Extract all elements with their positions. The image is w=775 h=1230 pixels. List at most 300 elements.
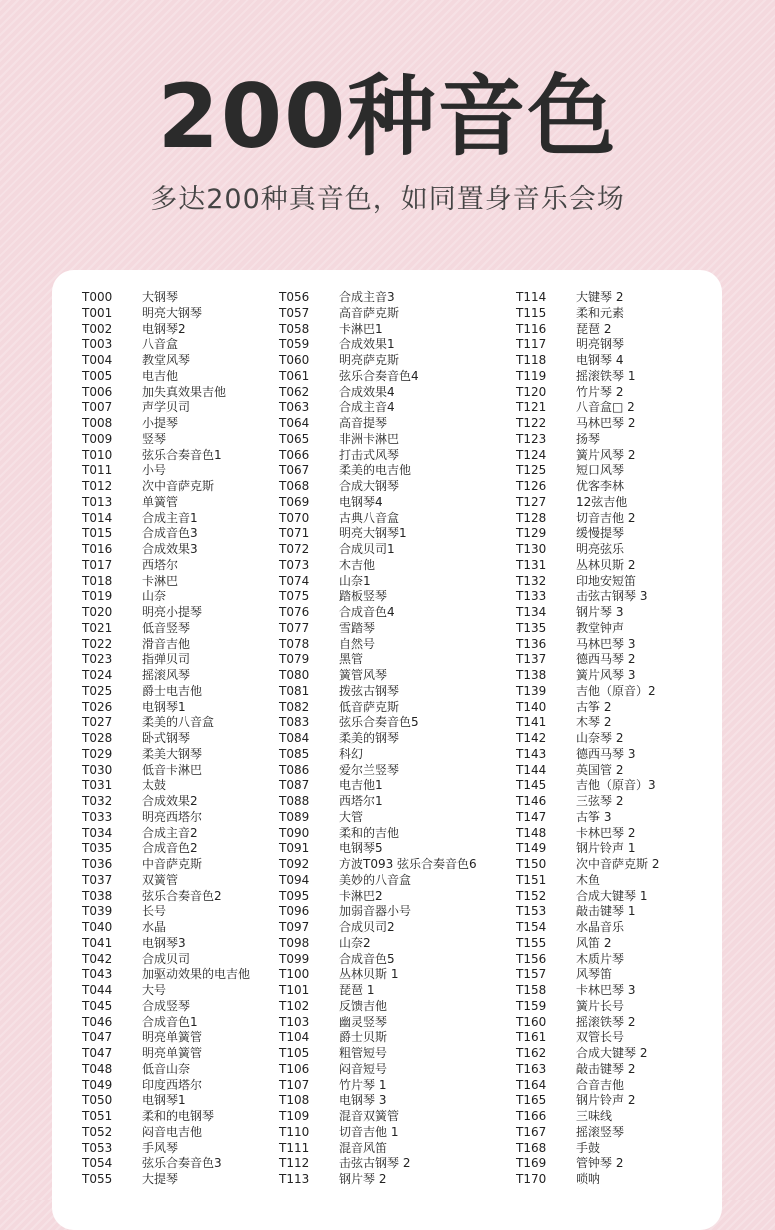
voice-name: 簧片风琴 3: [576, 668, 636, 682]
voice-name: 合成音色3: [142, 526, 198, 541]
voice-name: 丛林贝斯 2: [576, 557, 636, 572]
list-item: [82, 873, 250, 889]
voice-code: T074: [279, 573, 310, 588]
voice-name: 合成效果2: [142, 794, 198, 808]
list-item: [279, 857, 477, 873]
voice-code: T123: [516, 431, 547, 446]
list-item: [516, 763, 659, 779]
list-item: [516, 967, 659, 983]
list-item: [279, 920, 477, 936]
voice-name: 电吉他1: [339, 778, 383, 793]
voice-code: T145: [516, 778, 547, 793]
voice-name: 次中音萨克斯: [142, 479, 215, 493]
voice-code: T096: [279, 904, 310, 919]
list-item: [279, 1062, 477, 1078]
voice-name: 吉他（原音）2: [576, 683, 656, 698]
voice-name: 击弦古钢琴 2: [339, 1156, 411, 1171]
list-item: [516, 621, 659, 637]
voice-code: T044: [82, 983, 113, 997]
voice-code: T146: [516, 794, 547, 808]
voice-code: T129: [516, 526, 547, 541]
voice-code: T127: [516, 494, 547, 509]
list-item: [82, 794, 250, 810]
voice-name: 非洲卡淋巴: [339, 431, 400, 446]
voice-name: 卡林巴琴 3: [576, 983, 636, 997]
list-item: [516, 605, 659, 621]
voice-name: 柔和的电钢琴: [142, 1109, 215, 1123]
voice-name: 双簧管: [142, 872, 179, 887]
list-item: [516, 668, 659, 684]
voice-name: 科幻: [339, 746, 364, 761]
voice-code: T107: [279, 1077, 310, 1092]
voice-name: 合成音色5: [339, 951, 395, 966]
voice-code: T087: [279, 778, 310, 793]
voice-name: 德西马琴 2: [576, 652, 636, 667]
list-item: [82, 1156, 250, 1172]
voice-name: 合成主音1: [142, 510, 198, 525]
voice-name: 电钢琴1: [142, 1093, 186, 1108]
voice-name: 摇滚竖琴: [576, 1124, 625, 1139]
list-item: [279, 1125, 477, 1141]
voice-code: T058: [279, 321, 310, 336]
list-item: [279, 1156, 477, 1172]
list-item: [82, 700, 250, 716]
list-item: [516, 1156, 659, 1172]
voice-name: 木吉他: [339, 557, 376, 572]
voice-code: T092: [279, 857, 310, 871]
voice-code: T140: [516, 699, 547, 714]
voice-code: T126: [516, 479, 547, 493]
voice-code: T056: [279, 290, 310, 304]
list-item: [82, 290, 250, 306]
list-item: [82, 857, 250, 873]
voice-name: 加驱动效果的电吉他: [142, 967, 251, 982]
list-item: [279, 967, 477, 983]
voice-code: T161: [516, 1030, 547, 1045]
list-item: [279, 542, 477, 558]
voice-name: 风琴笛: [576, 967, 613, 982]
list-item: [82, 715, 250, 731]
voice-code: T154: [516, 920, 547, 934]
voice-code: T034: [82, 825, 113, 840]
list-item: [82, 999, 250, 1015]
list-item: [279, 952, 477, 968]
voice-code: T059: [279, 337, 310, 352]
voice-code: T098: [279, 935, 310, 950]
voice-code: T005: [82, 368, 113, 383]
list-item: [82, 1125, 250, 1141]
voice-code: T004: [82, 353, 113, 367]
list-item: [82, 526, 250, 542]
list-item: [82, 322, 250, 338]
voice-code: T122: [516, 416, 547, 430]
list-item: [82, 511, 250, 527]
voice-name: 丛林贝斯 1: [339, 967, 399, 982]
list-item: [82, 353, 250, 369]
voice-code: T014: [82, 510, 113, 525]
list-item: [516, 479, 659, 495]
list-item: [82, 542, 250, 558]
list-item: [279, 810, 477, 826]
voice-code: T027: [82, 715, 113, 730]
voice-code: T079: [279, 652, 310, 667]
voice-code: T070: [279, 510, 310, 525]
voice-code: T065: [279, 431, 310, 446]
voice-code: T036: [82, 857, 113, 871]
voice-code: T010: [82, 447, 113, 462]
list-item: [82, 1093, 250, 1109]
voice-code: T165: [516, 1093, 547, 1108]
voice-name: 幽灵竖琴: [339, 1014, 388, 1029]
voice-name: 钢片铃声 2: [576, 1093, 636, 1108]
voice-name: 中音萨克斯: [142, 857, 203, 871]
list-item: [516, 306, 659, 322]
voice-name: 次中音萨克斯 2: [576, 857, 660, 871]
voice-code: T110: [279, 1124, 310, 1139]
list-item: [279, 1015, 477, 1031]
list-item: [279, 1109, 477, 1125]
list-item: [82, 936, 250, 952]
voice-name: 木琴 2: [576, 715, 612, 730]
voice-name: 大号: [142, 983, 167, 997]
voice-code: T101: [279, 983, 310, 997]
list-item: [516, 526, 659, 542]
list-item: [279, 621, 477, 637]
voice-code: T081: [279, 683, 310, 698]
list-item: [82, 1015, 250, 1031]
list-item: [516, 1078, 659, 1094]
voice-code: T053: [82, 1140, 113, 1155]
voice-name: 明亮单簧管: [142, 1046, 203, 1060]
voice-name: 混音双簧管: [339, 1109, 400, 1123]
voice-name: 自然号: [339, 636, 376, 651]
voice-name: 木鱼: [576, 872, 601, 887]
list-item: [516, 1015, 659, 1031]
voice-column-1: [82, 290, 250, 1188]
list-item: [82, 731, 250, 747]
voice-name: 加失真效果吉他: [142, 384, 227, 399]
list-item: [516, 936, 659, 952]
voice-code: T115: [516, 305, 547, 320]
voice-name: 摇滚风琴: [142, 668, 191, 682]
voice-name: 混音风笛: [339, 1140, 388, 1155]
voice-name: 簧片长号: [576, 998, 625, 1013]
voice-name: 水晶: [142, 920, 167, 934]
list-item: [516, 416, 659, 432]
voice-name: 明亮钢琴: [576, 337, 625, 352]
voice-code: T033: [82, 809, 113, 824]
voice-name: 琵琶 1: [339, 983, 375, 997]
list-item: [82, 1078, 250, 1094]
list-item: [279, 1172, 477, 1188]
voice-name: 大管: [339, 809, 364, 824]
voice-code: T131: [516, 557, 547, 572]
voice-name: 小提琴: [142, 416, 179, 430]
voice-name: 摇滚铁琴 2: [576, 1014, 636, 1029]
list-item: [279, 700, 477, 716]
list-item: [516, 810, 659, 826]
voice-code: T002: [82, 321, 113, 336]
voice-name: 反馈吉他: [339, 998, 388, 1013]
voice-name: 柔美的钢琴: [339, 731, 400, 745]
voice-code: T132: [516, 573, 547, 588]
list-item: [516, 369, 659, 385]
voice-code: T080: [279, 668, 310, 682]
voice-name: 合成贝司2: [339, 920, 395, 934]
list-item: [516, 826, 659, 842]
voice-name: 古典八音盒: [339, 510, 400, 525]
list-item: [279, 463, 477, 479]
voice-code: T170: [516, 1172, 547, 1186]
list-item: [279, 1030, 477, 1046]
list-item: [516, 889, 659, 905]
voice-code: T054: [82, 1156, 113, 1171]
voice-name: 西塔尔: [142, 557, 179, 572]
list-item: [82, 952, 250, 968]
voice-code: T091: [279, 841, 310, 856]
voice-name: 打击式风琴: [339, 447, 400, 462]
voice-name: 扬琴: [576, 431, 601, 446]
voice-code: T016: [82, 542, 113, 556]
voice-code: T137: [516, 652, 547, 667]
voice-code: T141: [516, 715, 547, 730]
list-item: [516, 463, 659, 479]
list-item: [82, 306, 250, 322]
voice-name: 卡淋巴1: [339, 321, 383, 336]
voice-name: 唢呐: [576, 1172, 601, 1186]
voice-code: T147: [516, 809, 547, 824]
list-item: [82, 385, 250, 401]
voice-name: 美妙的八音盒: [339, 872, 412, 887]
voice-code: T001: [82, 305, 113, 320]
list-item: [82, 1062, 250, 1078]
voice-name: 山奈1: [339, 573, 371, 588]
voice-code: T062: [279, 384, 310, 399]
voice-name: 合成大键琴 2: [576, 1046, 648, 1060]
voice-name: 明亮弦乐: [576, 542, 625, 556]
list-item: [516, 290, 659, 306]
list-item: [516, 322, 659, 338]
voice-code: T078: [279, 636, 310, 651]
list-item: [279, 306, 477, 322]
voice-code: T104: [279, 1030, 310, 1045]
list-item: [279, 936, 477, 952]
voice-name: 加弱音器小号: [339, 904, 412, 919]
voice-code: T019: [82, 589, 113, 604]
list-item: [279, 448, 477, 464]
list-item: [82, 920, 250, 936]
list-item: [516, 511, 659, 527]
voice-name: 合成大键琴 1: [576, 888, 648, 903]
voice-code: T051: [82, 1109, 113, 1123]
voice-name: 合成主音3: [339, 290, 395, 304]
voice-code: T121: [516, 400, 547, 415]
list-item: [279, 290, 477, 306]
list-item: [279, 1078, 477, 1094]
page-subtitle: 多达200种真音色，如同置身音乐会场: [150, 184, 625, 215]
voice-name: 低音山奈: [142, 1061, 191, 1076]
voice-code: T099: [279, 951, 310, 966]
list-item: [516, 652, 659, 668]
list-item: [279, 778, 477, 794]
voice-name: 三味线: [576, 1109, 613, 1123]
list-item: [279, 794, 477, 810]
voice-name: 弦乐合奏音色3: [142, 1156, 222, 1171]
list-item: [516, 731, 659, 747]
voice-name: 低音卡淋巴: [142, 762, 203, 777]
voice-name: 合成音色4: [339, 605, 395, 619]
voice-name: 柔和的吉他: [339, 825, 400, 840]
list-item: [82, 621, 250, 637]
list-item: [516, 1125, 659, 1141]
voice-code: T103: [279, 1014, 310, 1029]
voice-code: T125: [516, 463, 547, 478]
voice-code: T046: [82, 1014, 113, 1029]
list-item: [279, 558, 477, 574]
list-item: [516, 952, 659, 968]
voice-name: 钢片琴 2: [339, 1172, 387, 1186]
voice-name: 合成音色2: [142, 841, 198, 856]
list-item: [516, 857, 659, 873]
voice-code: T150: [516, 857, 547, 871]
list-item: [279, 826, 477, 842]
voice-code: T032: [82, 794, 113, 808]
voice-name: 弦乐合奏音色1: [142, 447, 222, 462]
list-item: [82, 668, 250, 684]
voice-code: T069: [279, 494, 310, 509]
voice-name: 切音吉他 2: [576, 510, 636, 525]
voice-name: 电钢琴5: [339, 841, 383, 856]
voice-name: 竖琴: [142, 431, 167, 446]
voice-code: T113: [279, 1172, 310, 1186]
voice-name: 印度西塔尔: [142, 1077, 203, 1092]
voice-code: T000: [82, 290, 113, 304]
voice-code: T013: [82, 494, 113, 509]
list-item: [279, 511, 477, 527]
list-item: [82, 589, 250, 605]
voice-code: T060: [279, 353, 310, 367]
voice-name: 三弦琴 2: [576, 794, 624, 808]
list-item: [279, 747, 477, 763]
voice-code: T024: [82, 668, 113, 682]
voice-code: T159: [516, 998, 547, 1013]
list-item: [279, 337, 477, 353]
voice-name: 大提琴: [142, 1172, 179, 1186]
voice-code: T112: [279, 1156, 310, 1171]
voice-name: 合音吉他: [576, 1077, 625, 1092]
voice-name: 合成效果4: [339, 384, 395, 399]
voice-code: T094: [279, 872, 310, 887]
voice-code: T052: [82, 1124, 113, 1139]
voice-code: T076: [279, 605, 310, 619]
voice-name: 单簧管: [142, 494, 179, 509]
list-item: [279, 605, 477, 621]
list-item: [82, 605, 250, 621]
voice-name: 优客李林: [576, 479, 625, 493]
voice-code: T026: [82, 699, 113, 714]
list-item: [279, 763, 477, 779]
voice-name: 合成主音2: [142, 825, 198, 840]
voice-code: T167: [516, 1124, 547, 1139]
voice-code: T158: [516, 983, 547, 997]
list-item: [82, 889, 250, 905]
list-item: [82, 400, 250, 416]
voice-code: T075: [279, 589, 310, 604]
list-item: [279, 983, 477, 999]
list-item: [279, 715, 477, 731]
list-item: [516, 684, 659, 700]
list-item: [516, 1030, 659, 1046]
voice-name: 爱尔兰竖琴: [339, 762, 400, 777]
voice-name: 小号: [142, 463, 167, 478]
voice-name: 弦乐合奏音色2: [142, 888, 222, 903]
list-item: [82, 983, 250, 999]
list-item: [82, 1030, 250, 1046]
voice-name: 柔美大钢琴: [142, 746, 203, 761]
voice-name: 拨弦古钢琴: [339, 683, 400, 698]
voice-name: 山奈2: [339, 935, 371, 950]
voice-code: T048: [82, 1061, 113, 1076]
voice-code: T007: [82, 400, 113, 415]
voice-name: 弦乐合奏音色5: [339, 715, 419, 730]
voice-code: T020: [82, 605, 113, 619]
voice-name: 爵士电吉他: [142, 683, 203, 698]
voice-code: T139: [516, 683, 547, 698]
voice-code: T030: [82, 762, 113, 777]
voice-name: 声学贝司: [142, 400, 191, 415]
list-item: [279, 684, 477, 700]
list-item: [82, 810, 250, 826]
list-item: [82, 826, 250, 842]
voice-name: 双管长号: [576, 1030, 625, 1045]
voice-name: 马林巴琴 2: [576, 416, 636, 430]
voice-column-3: [516, 290, 659, 1188]
voice-name: 合成竖琴: [142, 998, 191, 1013]
voice-code: T160: [516, 1014, 547, 1029]
voice-code: T157: [516, 967, 547, 982]
list-item: [82, 747, 250, 763]
voice-code: T162: [516, 1046, 547, 1060]
list-item: [516, 353, 659, 369]
voice-code: T148: [516, 825, 547, 840]
voice-name: 古筝 3: [576, 809, 612, 824]
list-item: [279, 668, 477, 684]
voice-name: 指弹贝司: [142, 652, 191, 667]
voice-name: 滑音吉他: [142, 636, 191, 651]
voice-name: 长号: [142, 904, 167, 919]
voice-code: T086: [279, 762, 310, 777]
voice-name: 柔美的电吉他: [339, 463, 412, 478]
list-item: [516, 778, 659, 794]
voice-name: 钢片铃声 1: [576, 841, 636, 856]
voice-name: 踏板竖琴: [339, 589, 388, 604]
voice-code: T156: [516, 951, 547, 966]
voice-name: 竹片琴 1: [339, 1077, 387, 1092]
list-item: [516, 873, 659, 889]
voice-name: 明亮单簧管: [142, 1030, 203, 1045]
list-item: [279, 873, 477, 889]
voice-name: 电钢琴1: [142, 699, 186, 714]
list-item: [82, 416, 250, 432]
list-item: [516, 558, 659, 574]
voice-code: T168: [516, 1140, 547, 1155]
voice-code: T077: [279, 620, 310, 635]
list-item: [279, 385, 477, 401]
voice-code: T025: [82, 683, 113, 698]
list-item: [279, 1093, 477, 1109]
voice-code: T144: [516, 762, 547, 777]
voice-code: T061: [279, 368, 310, 383]
